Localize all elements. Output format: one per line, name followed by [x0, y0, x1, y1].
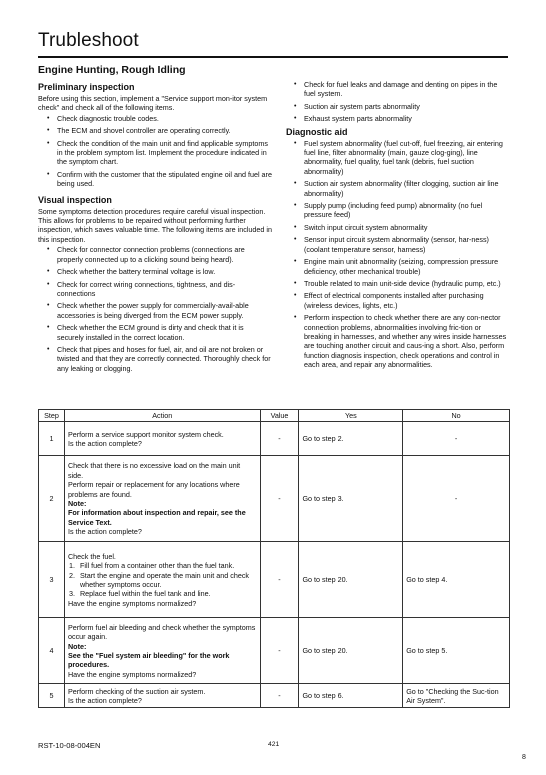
yes-cell: Go to step 2.: [299, 422, 403, 456]
procedure-item: 2. Start the engine and operate the main unit and check whether symptoms occur.: [68, 570, 250, 589]
diagnostic-item: • Effect of electrical components installed after purchasing (wireless devices, lights, etc.): [286, 291, 508, 310]
table-row: [39, 542, 510, 618]
page-number: 421: [268, 741, 280, 748]
step-number: 3: [39, 542, 65, 618]
visual-item: • Check for connector connection problems (connections are properly connected up to a clicking sound being heard).: [38, 245, 272, 264]
visual-intro: Some symptoms detection procedures require careful visual inspection. This allows for problems to be repaired without performing further inspection, which saves valuable time. The following items are included in this inspection.: [38, 206, 272, 244]
action-text: Check the fuel.: [67, 551, 116, 561]
visual-item: • Suction air system parts abnormality: [286, 102, 508, 111]
no-cell: -: [403, 456, 510, 542]
action-cell: [64, 542, 260, 618]
page-title: Trubleshoot: [38, 30, 139, 51]
diagnostic-item: • Suction air system abnormality (filter clogging, suction air line abnormality): [286, 179, 508, 198]
preliminary-intro: Before using this section, implement a "Service support mon-itor system check" and check all of the following items.: [38, 94, 268, 113]
visual-list: [38, 245, 272, 373]
yes-cell: Go to step 20.: [299, 618, 403, 684]
left-column: [38, 64, 272, 376]
visual-item: • Check for correct wiring connections, tightness, and dis-connections: [38, 280, 272, 299]
header-action: Action: [64, 410, 260, 422]
preliminary-list: [38, 114, 272, 189]
header-value: Value: [260, 410, 299, 422]
note-text: See the "Fuel system air bleeding" for the work procedures.: [67, 650, 230, 670]
visual-item: • Exhaust system parts abnormality: [286, 114, 508, 123]
note-label: Note:: [67, 641, 87, 651]
table-row: [39, 684, 510, 708]
visual-heading: Visual inspection: [38, 194, 112, 205]
note-text: For information about inspection and repair, see the Service Text.: [67, 508, 246, 527]
no-cell: Go to step 4.: [403, 542, 510, 618]
action-question: Have the engine symptoms normalized?: [67, 598, 197, 608]
action-cell: [64, 422, 260, 456]
step-number: 5: [39, 684, 65, 708]
visual-item: • Check that pipes and hoses for fuel, air, and oil are not broken or twisted and that they are correctly connected. Thoroughly check for any leaking or clogging.: [38, 345, 272, 373]
yes-cell: Go to step 3.: [299, 456, 403, 542]
preliminary-item: • Confirm with the customer that the stipulated engine oil and fuel are being used.: [38, 170, 272, 189]
value-cell: -: [260, 542, 299, 618]
no-cell: Go to step 5.: [403, 618, 510, 684]
header-step: Step: [39, 410, 65, 422]
step-number: 4: [39, 618, 65, 684]
diagnostic-item: • Perform inspection to check whether there are any con-nector connection problems, abnormalities involving fric-tion or breaking in harnesses, and whether any wires inside harnesses are touching another circuit and caus-ing a short. Also, perform function diagnosis inspection, check operations and control in each area, and repair any abnormalities.: [286, 313, 508, 369]
document-code: RST-10-08-004EN: [38, 741, 101, 750]
action-text: Check that there is no excessive load on the main unit side.: [67, 461, 241, 480]
action-text: Perform fuel air bleeding and check whether the symptoms occur again.: [67, 622, 256, 642]
procedure-item: 1. Fill fuel from a container other than the fuel tank.: [68, 561, 235, 571]
table-header-row: [39, 410, 510, 422]
action-question: Is the action complete?: [67, 527, 142, 537]
step-number: 2: [39, 456, 65, 542]
diagnostic-list: [286, 139, 508, 370]
preliminary-heading: Preliminary inspection: [38, 82, 135, 92]
troubleshooting-table: [38, 409, 510, 708]
visual-item: • Check whether the battery terminal voltage is low.: [38, 267, 272, 276]
table-row: [39, 456, 510, 542]
step-number: 1: [39, 422, 65, 456]
preliminary-item: • Check the condition of the main unit and find applicable symptoms in the problem symptom list. Implement the procedure indicated in the symptom chart.: [38, 139, 272, 167]
no-cell: Go to "Checking the Suc-tion Air System".: [403, 684, 510, 708]
diagnostic-item: • Engine main unit abnormality (seizing, compression pressure deficiency, other mechanical trouble): [286, 257, 508, 276]
action-cell: [64, 684, 260, 708]
procedure-list: [68, 561, 257, 599]
yes-cell: Go to step 20.: [299, 542, 403, 618]
action-question: Have the engine symptoms normalized?: [67, 669, 197, 679]
action-cell: [64, 456, 260, 542]
yes-cell: Go to step 6.: [299, 684, 403, 708]
visual-item: • Check whether the ECM ground is dirty and check that it is securely installed in the correct location.: [38, 323, 272, 342]
table-row: [39, 422, 510, 456]
header-no: No: [403, 410, 510, 422]
value-cell: -: [260, 618, 299, 684]
diagnostic-item: • Fuel system abnormality (fuel cut-off, fuel freezing, air entering fuel line, filter abnormality (main, gauze clog-ging), line abnormality, fuel quality, fuel tank (debris, fuel suction abnormality): [286, 139, 508, 177]
action-text: Perform checking of the suction air system.: [67, 686, 206, 696]
table-row: [39, 618, 510, 684]
corner-number: 8: [522, 754, 526, 761]
action-question: Is the action complete?: [67, 695, 142, 705]
visual-item: • Check for fuel leaks and damage and denting on pipes in the fuel system.: [286, 80, 508, 99]
action-question: Is the action complete?: [67, 438, 142, 448]
right-column: [286, 80, 508, 373]
diagnostic-item: • Trouble related to main unit-side device (hydraulic pump, etc.): [286, 279, 508, 288]
title-rule: [38, 56, 508, 58]
diagnostic-heading: Diagnostic aid: [286, 126, 348, 137]
diagnostic-item: • Supply pump (including feed pump) abnormality (no fuel pressure feed): [286, 201, 508, 220]
preliminary-item: • The ECM and shovel controller are operating correctly.: [38, 126, 272, 135]
preliminary-item: • Check diagnostic trouble codes.: [38, 114, 272, 123]
no-cell: -: [403, 422, 510, 456]
action-cell: [64, 618, 260, 684]
value-cell: -: [260, 684, 299, 708]
section-title: Engine Hunting, Rough Idling: [38, 64, 186, 76]
procedure-item: 3. Replace fuel within the fuel tank and line.: [68, 589, 211, 599]
visual-item: • Check whether the power supply for commercially-avail-able accessories is being diverged from the ECM power supply.: [38, 301, 272, 320]
diagnostic-item: • Sensor input circuit system abnormality (sensor, har-ness) (coolant temperature sensor, harness): [286, 235, 508, 254]
action-text: Perform repair or replacement for any locations where problems are found.: [67, 480, 240, 499]
action-text: Perform a service support monitor system check.: [67, 429, 224, 439]
continued-visual-list: [286, 80, 508, 124]
value-cell: -: [260, 456, 299, 542]
header-yes: Yes: [299, 410, 403, 422]
note-label: Note:: [67, 498, 87, 508]
value-cell: -: [260, 422, 299, 456]
diagnostic-item: • Switch input circuit system abnormality: [286, 223, 508, 232]
